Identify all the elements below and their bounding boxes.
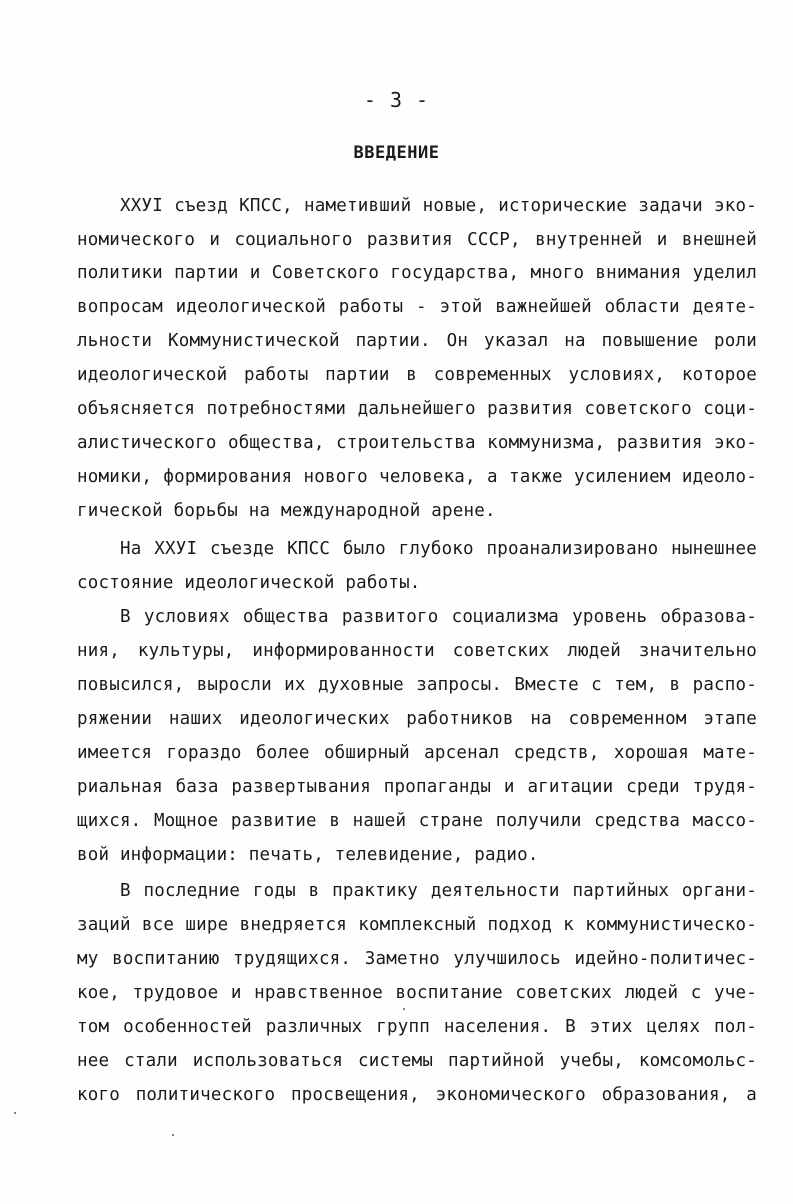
text-line: повысился, выросли их духовные запросы. Вместе с тем, в распо- xyxy=(77,675,757,695)
text-line: том особенностей различных групп населения. В этих целях пол- xyxy=(77,1017,757,1037)
text-line: политики партии и Советского государства, много внимания уделил xyxy=(77,263,757,283)
text-line: XXУI съезд КПСС, наметивший новые, исторические задачи эко- xyxy=(120,196,757,216)
text-line: льности Коммунистической партии. Он указал на повышение роли xyxy=(77,331,757,351)
text-line: состояние идеологической работы. xyxy=(77,573,421,593)
text-line: вопросам идеологической работы - этой важнейшей области деяте- xyxy=(77,297,757,317)
text-line: вой информации: печать, телевидение, радио. xyxy=(77,845,539,865)
text-line: риальная база развертывания пропаганды и агитации среди трудя- xyxy=(77,777,757,797)
text-line: гической борьбы на международной арене. xyxy=(77,501,496,521)
page-number: - 3 - xyxy=(363,88,430,112)
text-line: В условиях общества развитого социализма уровень образова- xyxy=(120,607,757,627)
text-line: алистического общества, строительства коммунизма, развития эко- xyxy=(77,433,757,453)
text-line: заций все шире внедряется комплексный подход к коммунистическо- xyxy=(77,915,757,935)
text-line: На XXУI съезде КПСС было глубоко проанализировано нынешнее xyxy=(120,539,757,559)
text-line: объясняется потребностями дальнейшего развития советского соци- xyxy=(77,399,757,419)
text-line: номического и социального развития СССР, внутренней и внешней xyxy=(77,230,757,250)
page-title: ВВЕДЕНИЕ xyxy=(353,143,440,163)
scan-speck xyxy=(403,1008,405,1010)
scan-speck xyxy=(14,1112,16,1114)
text-line: имеется гораздо более обширный арсенал средств, хорошая мате- xyxy=(77,743,757,763)
text-line: ряжении наших идеологических работников на современном этапе xyxy=(77,709,757,729)
scan-speck xyxy=(172,1134,174,1136)
text-line: В последние годы в практику деятельности партийных органи- xyxy=(120,881,757,901)
text-line: ния, культуры, информированности советских людей значительно xyxy=(77,641,757,661)
text-line: нее стали использоваться системы партийной учебы, комсомольс- xyxy=(77,1051,757,1071)
text-line: му воспитанию трудящихся. Заметно улучшилось идейно-политичес- xyxy=(77,949,757,969)
text-line: номики, формирования нового человека, а также усилением идеоло- xyxy=(77,467,757,487)
text-line: кое, трудовое и нравственное воспитание советских людей с уче- xyxy=(77,983,757,1003)
text-line: щихся. Мощное развитие в нашей стране получили средства массо- xyxy=(77,811,757,831)
text-line: кого политического просвещения, экономического образования, а xyxy=(77,1085,757,1105)
text-line: идеологической работы партии в современных условиях, которое xyxy=(77,365,757,385)
